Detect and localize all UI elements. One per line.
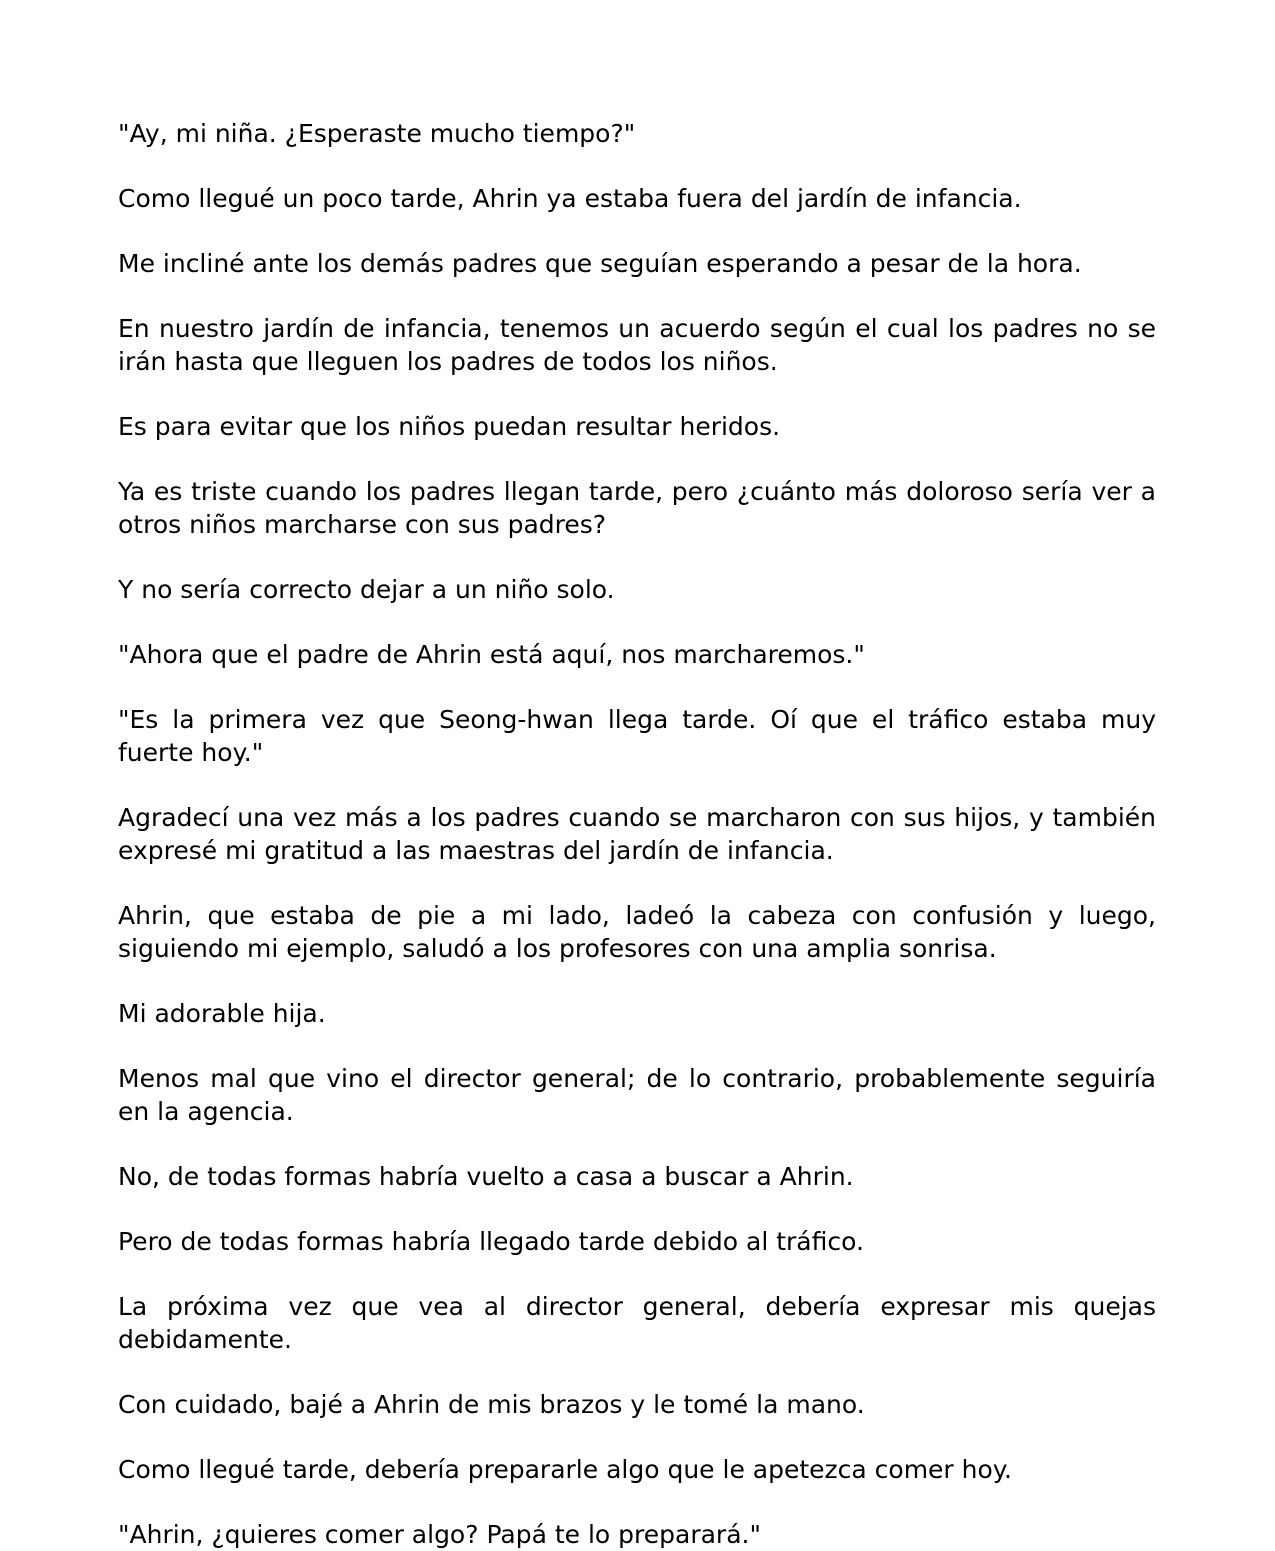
paragraph: Agradecí una vez más a los padres cuando se marcharon con sus hijos, y también expresé mi gratitud a las maestras del jardín de infancia. [118,803,1156,865]
paragraph: "Ay, mi niña. ¿Esperaste mucho tiempo?" [118,119,636,148]
paragraph: Y no sería correcto dejar a un niño solo. [118,575,615,604]
paragraph: Menos mal que vino el director general; de lo contrario, probablemente seguiría en la agencia. [118,1064,1156,1126]
paragraph: Me incliné ante los demás padres que seguían esperando a pesar de la hora. [118,249,1082,278]
paragraph: En nuestro jardín de infancia, tenemos un acuerdo según el cual los padres no se irán hasta que lleguen los padres de todos los niños. [118,314,1156,376]
document-page [118,117,1156,1551]
paragraph: Ya es triste cuando los padres llegan tarde, pero ¿cuánto más doloroso sería ver a otros niños marcharse con sus padres? [118,477,1156,539]
paragraph: "Es la primera vez que Seong-hwan llega tarde. Oí que el tráfico estaba muy fuerte hoy." [118,705,1156,767]
paragraph: Con cuidado, bajé a Ahrin de mis brazos y le tomé la mano. [118,1390,865,1419]
paragraph: Ahrin, que estaba de pie a mi lado, ladeó la cabeza con confusión y luego, siguiendo mi ejemplo, saludó a los profesores con una amplia sonrisa. [118,901,1156,963]
paragraph: La próxima vez que vea al director general, debería expresar mis quejas debidamente. [118,1292,1156,1354]
paragraph: No, de todas formas habría vuelto a casa a buscar a Ahrin. [118,1162,854,1191]
paragraph: Como llegué tarde, debería prepararle algo que le apetezca comer hoy. [118,1455,1012,1484]
paragraph: Es para evitar que los niños puedan resultar heridos. [118,412,781,441]
paragraph: "Ahrin, ¿quieres comer algo? Papá te lo preparará." [118,1520,761,1549]
paragraph: Como llegué un poco tarde, Ahrin ya estaba fuera del jardín de infancia. [118,184,1022,213]
paragraph: Pero de todas formas habría llegado tarde debido al tráfico. [118,1227,864,1256]
paragraph: Mi adorable hija. [118,999,326,1028]
paragraph: "Ahora que el padre de Ahrin está aquí, nos marcharemos." [118,640,865,669]
